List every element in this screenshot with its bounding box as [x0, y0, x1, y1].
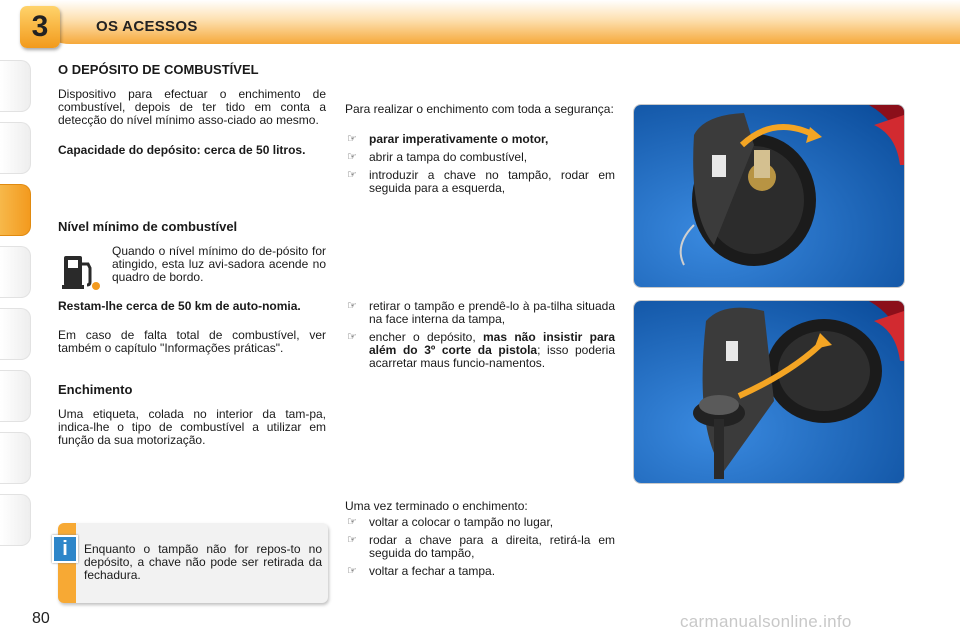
list-item: ☞ rodar a chave para a direita, retirá-la em seguida do tampão, [347, 533, 615, 560]
list-item: ☞ retirar o tampão e prendê-lo à pa-tilha situada na face interna da tampa, [347, 299, 615, 326]
procedure-list-2 [345, 300, 615, 375]
autonomy-text: Restam-lhe cerca de 50 km de auto-nomia. [58, 299, 301, 313]
fuel-pump-icon [60, 252, 102, 292]
pointing-hand-icon: ☞ [347, 169, 357, 181]
pointing-hand-icon: ☞ [347, 516, 357, 528]
empty-tank-text: Em caso de falta total de combustível, ver também o capítulo "Informações práticas". [58, 328, 326, 355]
intro-text: Dispositivo para efectuar o enchimento de combustível, depois de ter tido em conta a detecção do nível mínimo asso-ciado ao mesmo. [58, 87, 326, 127]
watermark: carmanualsonline.info [680, 612, 852, 631]
pointing-hand-icon: ☞ [347, 300, 357, 312]
pointing-hand-icon: ☞ [347, 151, 357, 163]
nivel-warning-text: Quando o nível mínimo do de-pósito for atingido, esta luz avi-sadora acende no quadro de bordo. [112, 244, 326, 284]
chapter-tab-7[interactable] [0, 432, 31, 484]
chapter-tab-6[interactable] [0, 370, 31, 422]
list-item: ☞ parar imperativamente o motor, [347, 132, 549, 146]
chapter-tab-1[interactable] [0, 60, 31, 112]
procedure-intro: Para realizar o enchimento com toda a segurança: [345, 102, 614, 116]
pointing-hand-icon: ☞ [347, 565, 357, 577]
nivel-title: Nível mínimo de combustível [58, 219, 238, 234]
chapter-tab-2[interactable] [0, 122, 31, 174]
list-item: ☞ voltar a fechar a tampa. [347, 564, 496, 578]
pointing-hand-icon: ☞ [347, 331, 357, 343]
pointing-hand-icon: ☞ [347, 534, 357, 546]
list-item: ☞ voltar a colocar o tampão no lugar, [347, 515, 554, 529]
chapter-tab-5[interactable] [0, 308, 31, 360]
chapter-badge: 3 [20, 6, 60, 48]
section-title: O DEPÓSITO DE COMBUSTÍVEL [58, 62, 259, 77]
chapter-title: OS ACESSOS [96, 18, 198, 35]
procedure-list-3 [345, 516, 615, 583]
fuel-cap-photo-removed [633, 300, 905, 484]
fuel-flap-photo-open [633, 104, 905, 288]
enchimento-title: Enchimento [58, 382, 133, 397]
info-icon: i [52, 535, 78, 563]
list-item: ☞ introduzir a chave no tampão, rodar em seguida para a esquerda, [347, 168, 615, 195]
pointing-hand-icon: ☞ [347, 133, 357, 145]
info-text: Enquanto o tampão não for repos-to no depósito, a chave não pode ser retirada da fechadura. [84, 542, 322, 582]
procedure-list-1 [345, 133, 615, 200]
list-item: ☞ encher o depósito, mas não insistir para além do 3º corte da pistola; isso poderia acarretar maus funcio-namentos. [347, 330, 616, 370]
page-number: 80 [32, 610, 50, 627]
info-box [58, 523, 328, 603]
capacity-text: Capacidade do depósito: cerca de 50 litros. [58, 143, 306, 157]
list-item: ☞ abrir a tampa do combustível, [347, 150, 528, 164]
after-intro: Uma vez terminado o enchimento: [345, 499, 528, 513]
chapter-tab-8[interactable] [0, 494, 31, 546]
chapter-tab-4[interactable] [0, 246, 31, 298]
chapter-tab-3-active[interactable] [0, 184, 31, 236]
enchimento-text: Uma etiqueta, colada no interior da tam-pa, indica-lhe o tipo de combustível a utilizar em função da sua motorização. [58, 407, 326, 447]
